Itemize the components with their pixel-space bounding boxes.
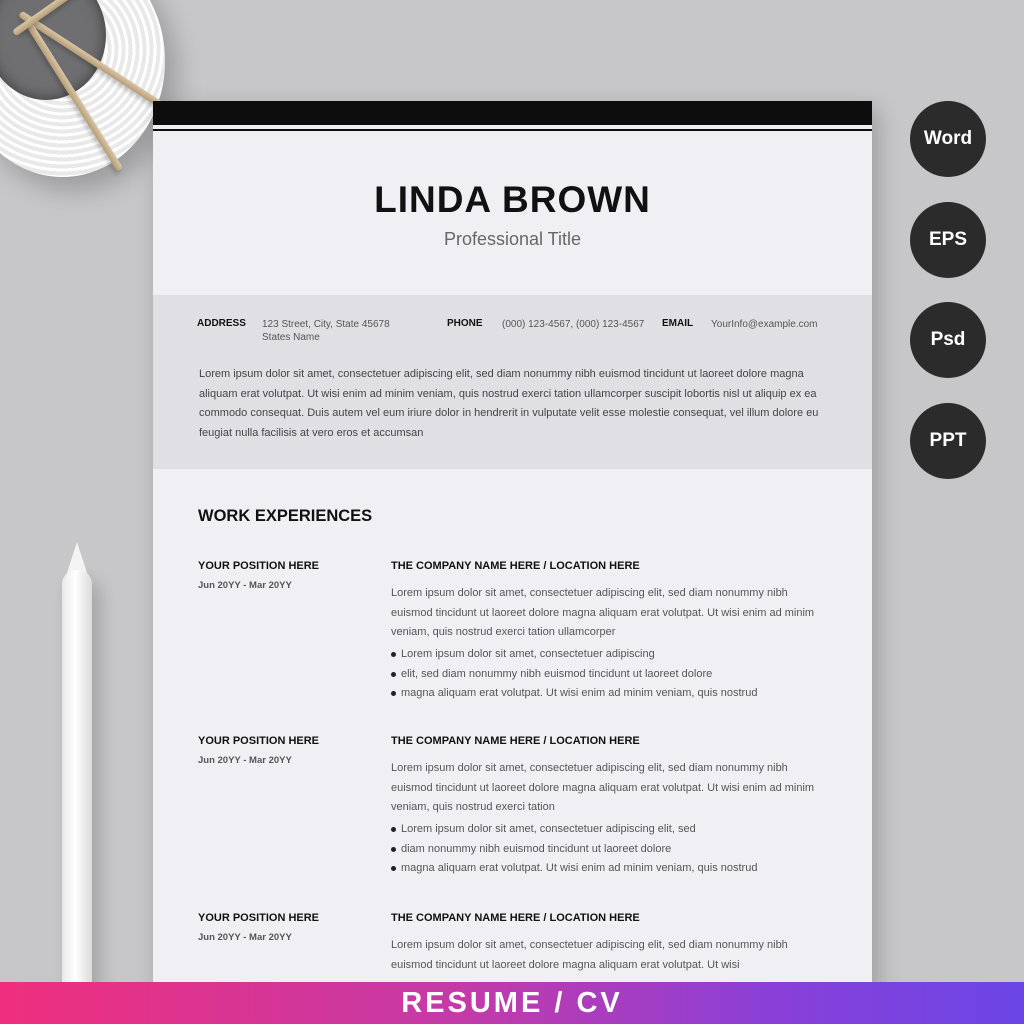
job-position: YOUR POSITION HERE: [198, 912, 320, 924]
format-badge-eps: EPS: [910, 202, 986, 278]
job-description: Lorem ipsum dolor sit amet, consectetuer adipiscing elit, sed diam nonummy nibh euismod tincidunt ut laoreet dolore magna aliquam erat volutpat. Ut wisi: [391, 939, 788, 971]
address-line-1: 123 Street, City, State 45678: [262, 319, 390, 330]
job-bullet-list: [391, 645, 831, 704]
resume-sheet: [153, 101, 872, 1024]
format-badge-ppt: PPT: [910, 403, 986, 479]
job-bullet: Lorem ipsum dolor sit amet, consectetuer adipiscing: [391, 645, 831, 665]
decorative-pencil: [62, 570, 92, 990]
header-rule: [153, 129, 872, 131]
job-dates: Jun 20YY - Mar 20YY: [198, 932, 292, 943]
work-experience-heading: WORK EXPERIENCES: [198, 507, 373, 525]
job-company: THE COMPANY NAME HERE / LOCATION HERE: [391, 560, 640, 572]
email-label: EMAIL: [662, 318, 694, 329]
job-company: THE COMPANY NAME HERE / LOCATION HERE: [391, 912, 640, 924]
address-line-2: States Name: [262, 332, 320, 343]
contact-summary-band: [153, 295, 872, 469]
format-badge-psd: Psd: [910, 302, 986, 378]
job-bullet: diam nonummy nibh euismod tincidunt ut laoreet dolore: [391, 840, 831, 860]
format-badge-word: Word: [910, 101, 986, 177]
header-bar: [153, 101, 872, 125]
job-description: Lorem ipsum dolor sit amet, consectetuer adipiscing elit, sed diam nonummy nibh euismod tincidunt ut laoreet dolore magna aliquam erat volutpat. Ut wisi enim ad minim veniam, quis nostrud exerci tation: [391, 762, 815, 813]
job-dates: Jun 20YY - Mar 20YY: [198, 755, 292, 766]
phone-label: PHONE: [447, 318, 483, 329]
job-description: Lorem ipsum dolor sit amet, consectetuer adipiscing elit, sed diam nonummy nibh euismod tincidunt ut laoreet dolore magna aliquam erat volutpat. Ut wisi enim ad minim veniam, quis nostrud exerci tation ullamcorper: [391, 587, 815, 638]
job-bullet: Lorem ipsum dolor sit amet, consectetuer adipiscing elit, sed: [391, 820, 831, 840]
job-position: YOUR POSITION HERE: [198, 735, 320, 747]
phone-value: (000) 123-4567, (000) 123-4567: [502, 319, 645, 330]
job-bullet: elit, sed diam nonummy nibh euismod tincidunt ut laoreet dolore: [391, 665, 831, 685]
resume-name: LINDA BROWN: [374, 179, 651, 220]
product-banner: [0, 982, 1024, 1024]
professional-title: Professional Title: [443, 229, 582, 249]
address-label: ADDRESS: [197, 318, 246, 329]
banner-text: RESUME / CV: [401, 986, 623, 1019]
profile-summary: Lorem ipsum dolor sit amet, consectetuer adipiscing elit, sed diam nonummy nibh euismod tincidunt ut laoreet dolore magna aliquam erat volutpat. Ut wisi enim ad minim veniam, quis nostrud exerci tation ullamcorper suscipit lobortis nisl ut aliquip ex ea commodo consequat. Duis autem vel eum iriure dolor in hendrerit in vulputate velit esse molestie consequat, vel illum dolore eu feugiat nulla facilisis at vero eros et accumsan: [199, 368, 819, 439]
job-bullet-list: [391, 820, 831, 879]
job-dates: Jun 20YY - Mar 20YY: [198, 580, 292, 591]
job-bullet: magna aliquam erat volutpat. Ut wisi enim ad minim veniam, quis nostrud: [391, 684, 831, 704]
job-company: THE COMPANY NAME HERE / LOCATION HERE: [391, 735, 640, 747]
job-bullet: magna aliquam erat volutpat. Ut wisi enim ad minim veniam, quis nostrud: [391, 859, 831, 879]
job-position: YOUR POSITION HERE: [198, 560, 320, 572]
email-value: YourInfo@example.com: [711, 319, 818, 330]
